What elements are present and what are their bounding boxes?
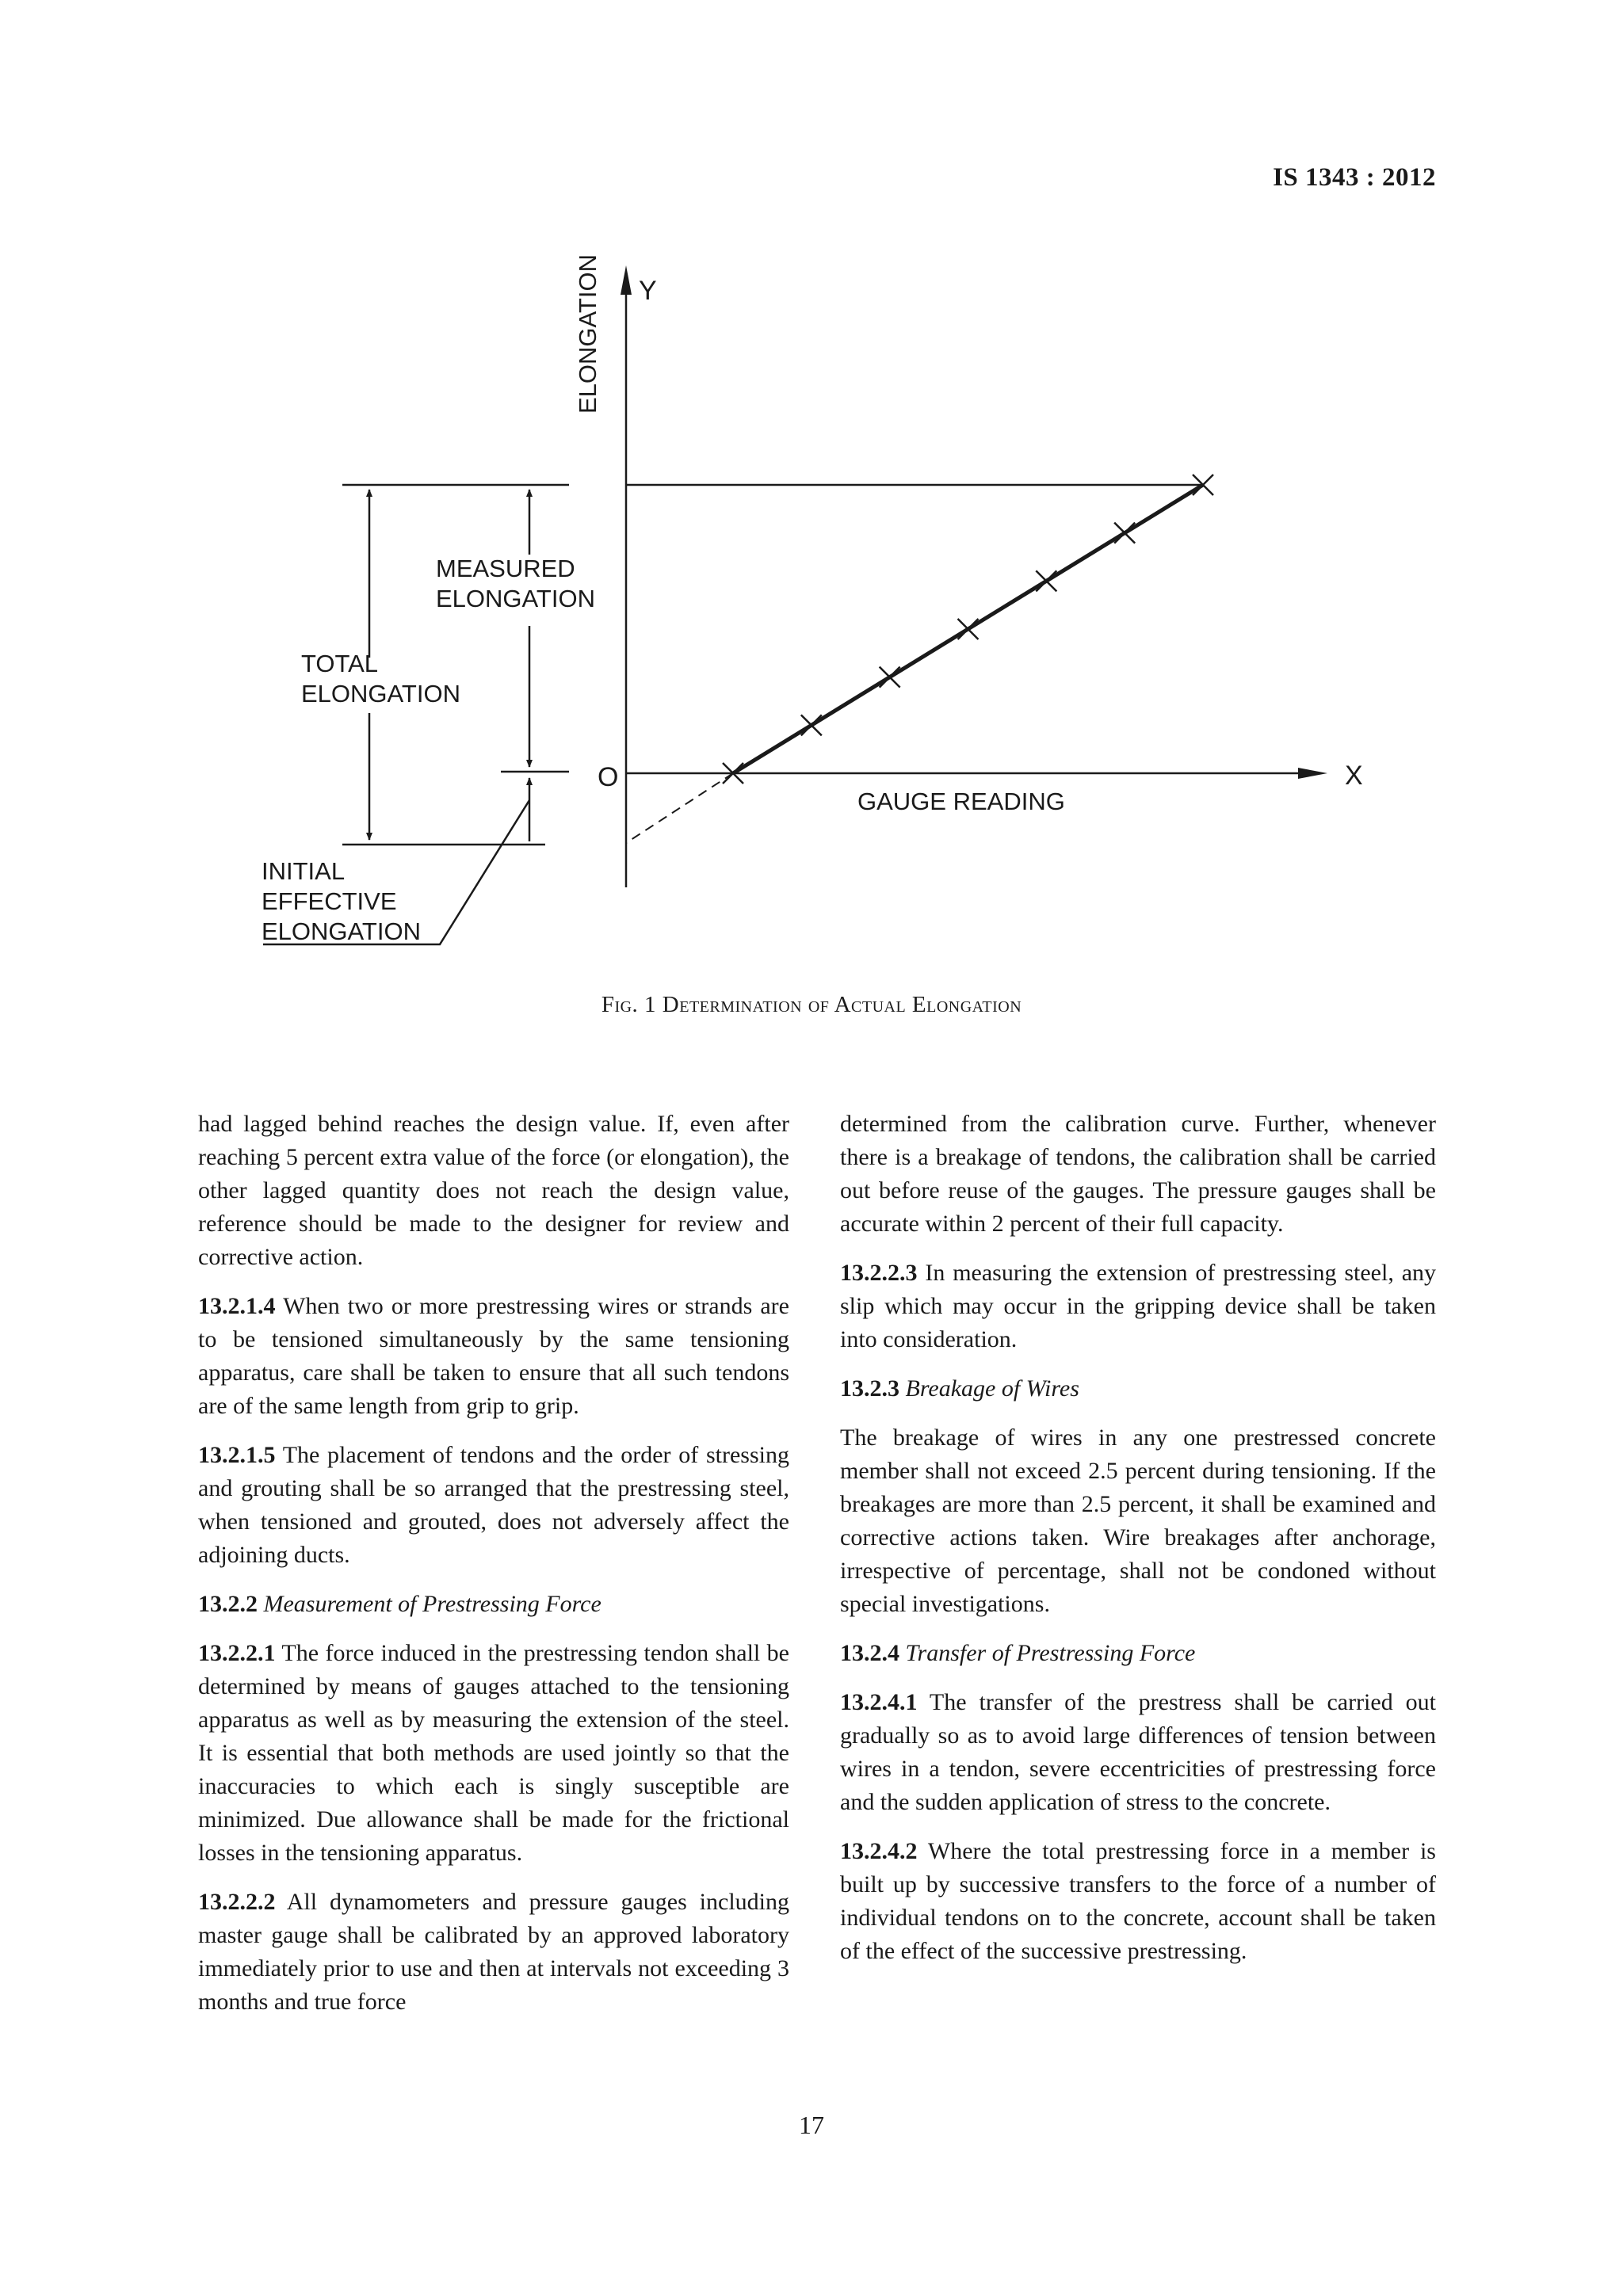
clause-text: All dynamometers and pressure gauges including master gauge shall be calibrated by an approved laboratory immediately prior to use and then at intervals not exceeding 3 months and true force — [198, 1889, 789, 2015]
y-axis-label: Y — [639, 276, 657, 306]
clause-text: In measuring the extension of prestressing steel, any slip which may occur in the gripping device shall be taken into consideration. — [840, 1260, 1437, 1352]
data-marker-3 — [880, 667, 900, 688]
figure-caption: Fig. 1 Determination of Actual Elongation — [601, 992, 1022, 1017]
right-column — [840, 1108, 1436, 1984]
clause-number: 13.2.2.2 — [198, 1889, 276, 1915]
y-axis-arrow-icon — [621, 265, 632, 295]
clause-13-2-2-2 — [198, 1886, 789, 2019]
clause-number: 13.2.4.2 — [840, 1838, 918, 1864]
clause-text: When two or more prestressing wires or strands are to be tensioned simultaneously by the same tensioning apparatus, care shall be taken to ensure that all such tendons are of the same length from grip to grip. — [198, 1293, 789, 1419]
data-marker-5 — [1036, 570, 1056, 591]
total-elongation-label-1: TOTAL — [301, 650, 379, 677]
heading-number: 13.2.3 — [840, 1375, 899, 1402]
clause-text: The placement of tendons and the order of stressing and grouting shall be so arranged that the prestressing steel, when tensioned and grouted, does not adversely affect the adjoining ducts. — [198, 1442, 789, 1568]
measured-elongation-label-1: MEASURED — [436, 555, 575, 582]
heading-title: Breakage of Wires — [905, 1375, 1079, 1402]
data-marker-2 — [801, 715, 822, 735]
clause-text: The transfer of the prestress shall be carried out gradually so as to avoid large differences of tension between wires in a tendon, severe eccentricities of prestressing force and the sudden application of stress to the concrete. — [840, 1689, 1436, 1815]
x-axis-arrow-icon — [1298, 768, 1327, 779]
origin-label: O — [598, 762, 619, 792]
heading-number: 13.2.2 — [198, 1591, 258, 1617]
elongation-figure — [0, 0, 1623, 982]
clause-13-2-4-2 — [840, 1835, 1436, 1968]
clause-number: 13.2.2.1 — [198, 1640, 276, 1666]
y-axis-title: ELONGATION — [574, 254, 601, 414]
paragraph-continued: determined from the calibration curve. Further, whenever there is a breakage of tendons, the calibration shall be carried out before reuse of the gauges. The pressure gauges shall be accurate within 2 percent of their full capacity. — [840, 1111, 1436, 1237]
clause-number: 13.2.1.4 — [198, 1293, 276, 1319]
clause-number: 13.2.4.1 — [840, 1689, 918, 1715]
total-elongation-label-2: ELONGATION — [301, 680, 460, 707]
heading-13-2-4 — [840, 1637, 1436, 1670]
data-markers — [723, 475, 1213, 784]
standard-number: IS 1343 : 2012 — [1273, 163, 1436, 192]
clause-13-2-4-1 — [840, 1686, 1436, 1819]
paragraph-breakage: The breakage of wires in any one prestressed concrete member shall not exceed 2.5 percent during tensioning. If the breakages are more than 2.5 percent, it shall be examined and corrective actions taken. Wire breakages after anchorage, irrespective of percentage, shall not be condoned without special investigations. — [840, 1425, 1436, 1617]
heading-13-2-3 — [840, 1372, 1436, 1405]
initial-elongation-label-2: EFFECTIVE — [262, 887, 397, 915]
x-axis-title: GAUGE READING — [857, 788, 1065, 815]
initial-elongation-label-1: INITIAL — [262, 857, 346, 885]
clause-text: Where the total prestressing force in a member is built up by successive transfers to the force of a number of individual tendons on to the concrete, account shall be taken of the effect of the successive prestressing. — [840, 1838, 1436, 1964]
data-marker-6 — [1114, 523, 1135, 543]
heading-13-2-2 — [198, 1588, 789, 1621]
clause-text: The force induced in the prestressing tendon shall be determined by means of gauges attached to the tensioning apparatus as well as by measuring the extension of the steel. It is essential that both methods are used jointly so that the inaccuracies to which each is singly susceptible are minimized. Due allowance shall be made for the frictional losses in the tensioning apparatus. — [198, 1640, 789, 1866]
measured-elongation-label-2: ELONGATION — [436, 585, 595, 612]
paragraph-continued: had lagged behind reaches the design value. If, even after reaching 5 percent extra value of the force (or elongation), the other lagged quantity does not reach the design value, reference should be made to the designer for review and corrective action. — [198, 1111, 789, 1270]
extrapolation-dashed-line — [626, 773, 733, 843]
heading-title: Transfer of Prestressing Force — [905, 1640, 1196, 1666]
clause-13-2-1-4 — [198, 1290, 789, 1423]
heading-title: Measurement of Prestressing Force — [263, 1591, 601, 1617]
clause-13-2-2-3 — [840, 1257, 1436, 1356]
left-column — [198, 1108, 789, 2035]
initial-elongation-label-3: ELONGATION — [262, 917, 421, 945]
heading-number: 13.2.4 — [840, 1640, 899, 1666]
data-marker-4 — [958, 619, 979, 639]
clause-13-2-1-5 — [198, 1439, 789, 1572]
clause-number: 13.2.1.5 — [198, 1442, 276, 1468]
clause-number: 13.2.2.3 — [840, 1260, 918, 1286]
clause-13-2-2-1 — [198, 1637, 789, 1870]
page-number: 17 — [799, 2111, 824, 2139]
x-axis-label: X — [1345, 761, 1363, 791]
